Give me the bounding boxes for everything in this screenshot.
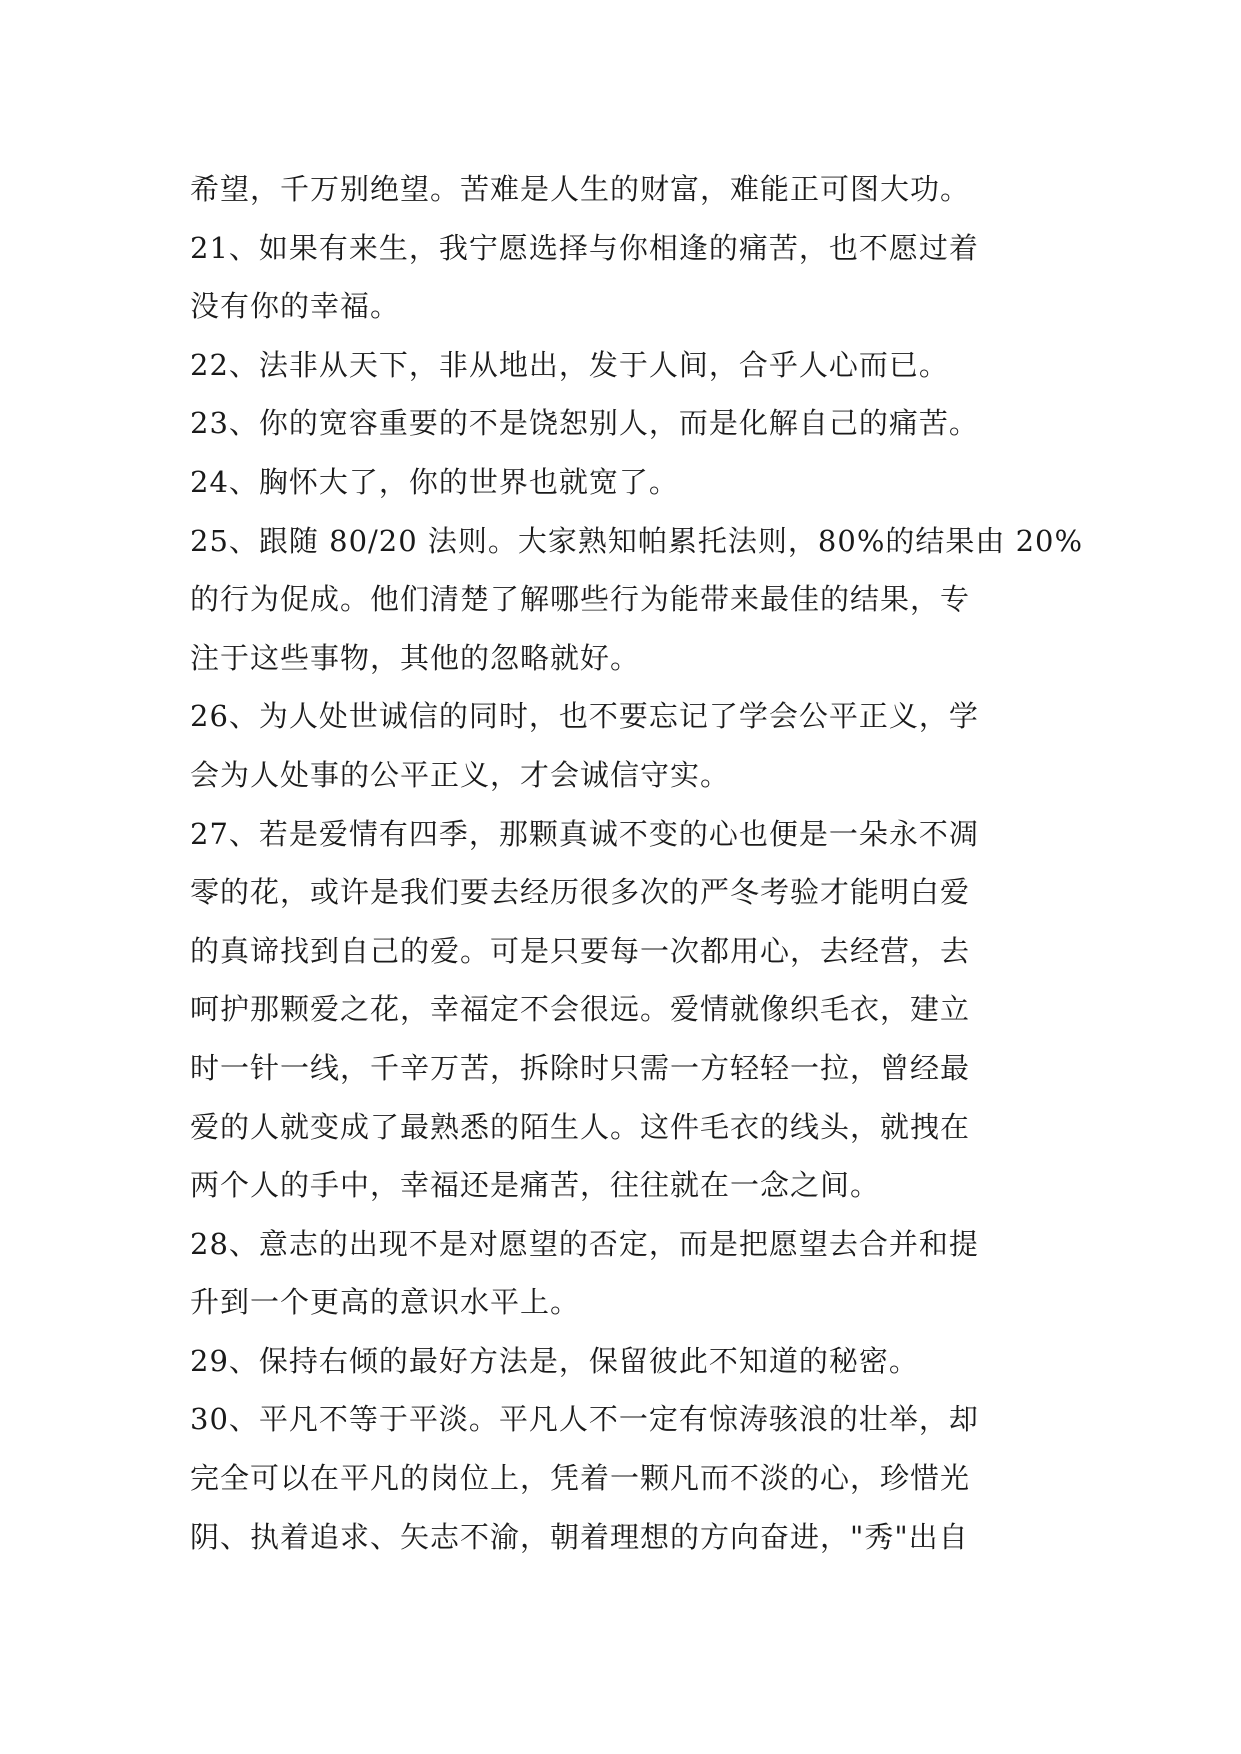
text-line: 呵护那颗爱之花，幸福定不会很远。爱情就像织毛衣，建立 <box>190 992 971 1027</box>
text-line: 爱的人就变成了最熟悉的陌生人。这件毛衣的线头，就拽在 <box>190 1109 971 1144</box>
text-line: 30、平凡不等于平淡。平凡人不一定有惊涛骇浪的壮举，却 <box>190 1402 979 1437</box>
text-line: 完全可以在平凡的岗位上，凭着一颗凡而不淡的心，珍惜光 <box>190 1461 971 1496</box>
text-line: 注于这些事物，其他的忽略就好。 <box>190 640 641 675</box>
text-line: 29、保持右倾的最好方法是，保留彼此不知道的秘密。 <box>190 1343 919 1378</box>
document-body <box>190 160 1084 1566</box>
text-line: 没有你的幸福。 <box>190 289 401 324</box>
text-line: 25、跟随 80/20 法则。大家熟知帕累托法则，80%的结果由 20% <box>190 523 1084 558</box>
text-line: 时一针一线，千辛万苦，拆除时只需一方轻轻一拉，曾经最 <box>190 1050 971 1085</box>
text-line: 23、你的宽容重要的不是饶恕别人，而是化解自己的痛苦。 <box>190 406 979 441</box>
text-line: 26、为人处世诚信的同时，也不要忘记了学会公平正义，学 <box>190 699 979 734</box>
text-line: 27、若是爱情有四季，那颗真诚不变的心也便是一朵永不凋 <box>190 816 979 851</box>
text-line: 两个人的手中，幸福还是痛苦，往往就在一念之间。 <box>190 1168 881 1203</box>
text-line: 24、胸怀大了，你的世界也就宽了。 <box>190 464 679 499</box>
text-line: 22、法非从天下，非从地出，发于人间，合乎人心而已。 <box>190 347 949 382</box>
text-line: 的行为促成。他们清楚了解哪些行为能带来最佳的结果，专 <box>190 582 971 617</box>
text-line: 的真谛找到自己的爱。可是只要每一次都用心，去经营，去 <box>190 933 971 968</box>
text-line: 阴、执着追求、矢志不渝，朝着理想的方向奋进，"秀"出自 <box>190 1519 969 1554</box>
text-line: 希望，千万别绝望。苦难是人生的财富，难能正可图大功。 <box>190 172 971 206</box>
text-line: 零的花，或许是我们要去经历很多次的严冬考验才能明白爱 <box>190 875 971 910</box>
text-line: 21、如果有来生，我宁愿选择与你相逢的痛苦，也不愿过着 <box>190 230 979 265</box>
text-line: 升到一个更高的意识水平上。 <box>190 1285 581 1320</box>
text-line: 会为人处事的公平正义，才会诚信守实。 <box>190 757 731 792</box>
text-line: 28、意志的出现不是对愿望的否定，而是把愿望去合并和提 <box>190 1226 979 1261</box>
